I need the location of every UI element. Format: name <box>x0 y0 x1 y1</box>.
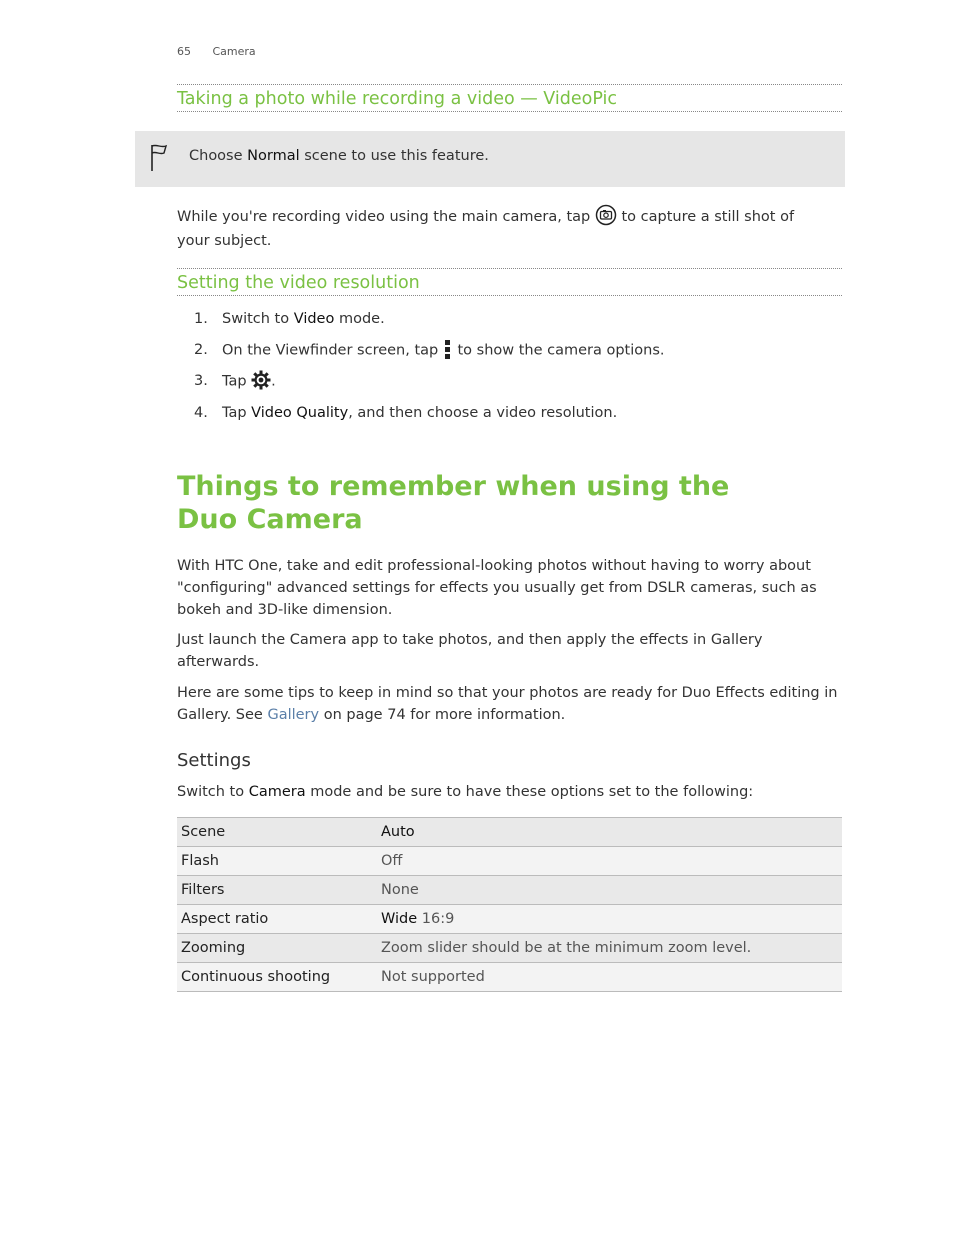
chapter-name: Camera <box>212 45 256 58</box>
settings-heading: Settings <box>177 750 251 771</box>
videopic-title: Taking a photo while recording a video — VideoPic <box>177 84 842 112</box>
table-row <box>177 847 842 876</box>
step-2: 2. On the Viewfinder screen, tap to show the camera options. <box>177 339 837 361</box>
flag-icon <box>149 143 169 177</box>
setting-value: None <box>377 876 842 905</box>
duo-paragraph-3: Here are some tips to keep in mind so that your photos are ready for Duo Effects editing in Gallery. See Gallery on page 74 for more information. <box>177 685 838 723</box>
table-row <box>177 963 842 992</box>
setting-value: Off <box>377 847 842 876</box>
note-emph: Normal <box>247 148 300 164</box>
note-text: Choose Normal scene to use this feature. <box>189 148 489 164</box>
setting-name: Aspect ratio <box>177 905 377 934</box>
duo-paragraph-2: Just launch the Camera app to take photos, and then apply the effects in Gallery afterwards. <box>177 632 763 670</box>
step-3: 3. Tap . <box>177 370 837 392</box>
camera-shutter-icon <box>595 204 617 230</box>
step-4: 4. Tap Video Quality, and then choose a video resolution. <box>194 405 618 421</box>
vertical-dots-menu-icon <box>443 339 453 362</box>
resolution-steps <box>177 308 837 424</box>
settings-table <box>177 817 842 992</box>
duo-camera-title: Things to remember when using the Duo Camera <box>177 471 730 535</box>
table-row <box>177 876 842 905</box>
duo-paragraph-1: With HTC One, take and edit professional-looking photos without having to worry about "configuring" advanced settings for effects you usually get from DSLR cameras, such as bokeh and 3D-like dimension. <box>177 558 817 618</box>
settings-intro: Switch to Camera mode and be sure to have these options set to the following: <box>177 784 754 800</box>
videopic-body: While you're recording video using the main camera, tap to capture a still shot of your subject. <box>177 204 845 252</box>
table-row <box>177 934 842 963</box>
setting-value: Auto <box>377 818 842 847</box>
setting-name: Scene <box>177 818 377 847</box>
table-row <box>177 818 842 847</box>
setting-value: Wide 16:9 <box>377 905 842 934</box>
setting-name: Flash <box>177 847 377 876</box>
table-row <box>177 905 842 934</box>
page-number: 65 <box>177 45 191 58</box>
page-header <box>177 45 256 58</box>
setting-name: Zooming <box>177 934 377 963</box>
gear-icon <box>251 370 271 393</box>
step-1: 1. Switch to Video mode. <box>194 311 385 327</box>
setting-name: Filters <box>177 876 377 905</box>
setting-value: Not supported <box>377 963 842 992</box>
setting-name: Continuous shooting <box>177 963 377 992</box>
setting-value: Zoom slider should be at the minimum zoom level. <box>377 934 842 963</box>
resolution-title: Setting the video resolution <box>177 268 842 296</box>
note-box <box>135 131 845 187</box>
gallery-link[interactable]: Gallery <box>267 707 320 723</box>
